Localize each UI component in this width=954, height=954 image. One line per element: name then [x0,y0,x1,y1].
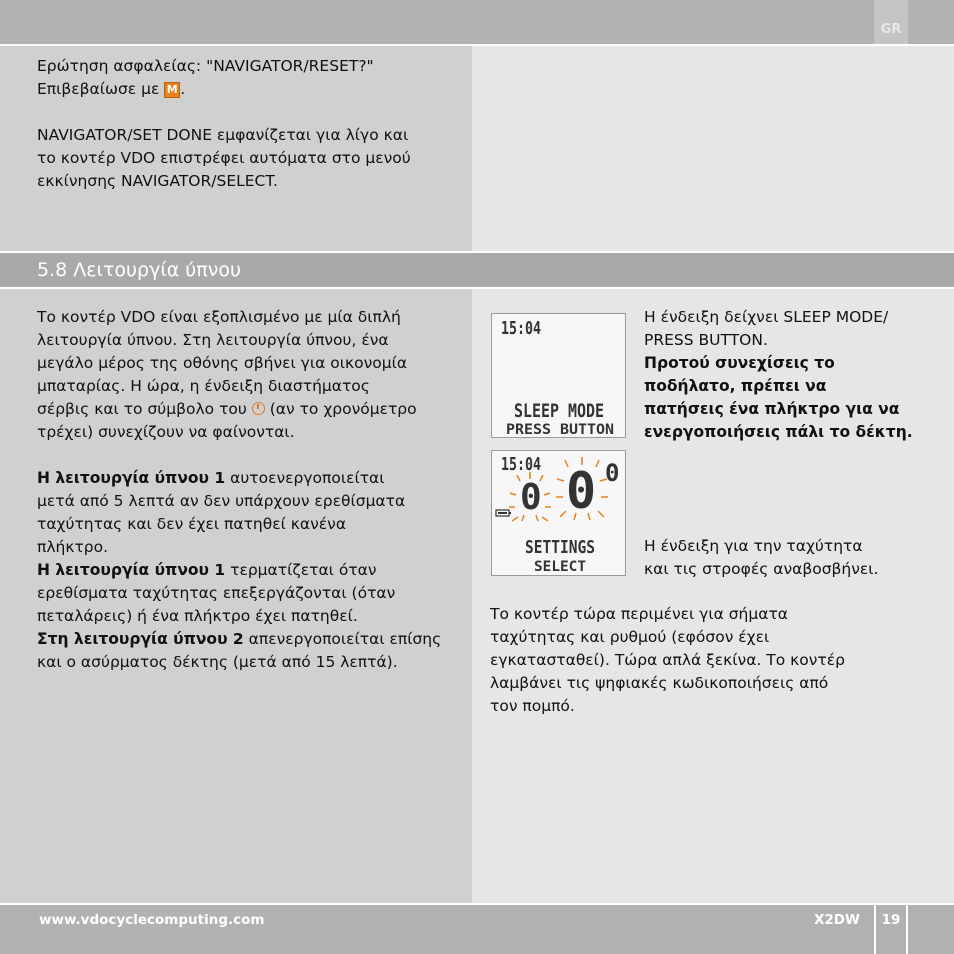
lcd-settings-graphic [492,451,625,575]
waiting-line-4: λαμβάνει τις ψηφιακές κωδικοποιήσεις από [490,674,829,692]
mode1-on-line-4: πλήκτρο. [37,538,109,556]
waiting-line-1: Το κοντέρ τώρα περιμένει για σήματα [490,605,789,623]
lcd1-line1: SLEEP MODE [514,400,604,422]
mode1-off-line-2: ερεθίσματα ταχύτητας επεξεργάζονται (όταν [37,584,396,602]
confirm-period: . [180,80,186,98]
lcd1-line2: PRESS BUTTON [506,422,614,437]
intro-line-5-start: σέρβις και το σύμβολο του [37,400,252,418]
caption1-line-2: PRESS BUTTON. [644,331,768,349]
waiting-for-signal-paragraph [490,603,910,718]
caption2-line-2: και τις στροφές αναβοσβήνει. [644,560,879,578]
caption1-bold-4 [644,421,944,444]
security-question: Ερώτηση ασφαλείας: "NAVIGATOR/RESET?" [37,57,374,75]
caption1-bold-text-1: Προτού συνεχίσεις το [644,354,835,372]
lcd2-big-digit: 0 [566,462,597,520]
mode1-off-line-3: πεταλάρεις) ή ένα πλήκτρο έχει πατηθεί. [37,607,358,625]
caption2-line-1: Η ένδειξη για την ταχύτητα [644,537,863,555]
caption1-line-1: Η ένδειξη δείχνει SLEEP MODE/ [644,308,889,326]
mode2-line-2: και ο ασύρματος δέκτης (μετά από 15 λεπτά). [37,653,398,671]
reset-instructions [37,55,467,193]
caption1-bold-text-2: ποδήλατο, πρέπει να [644,377,827,395]
page-number: 19 [881,912,901,928]
lcd2-line1: SETTINGS [525,537,595,558]
intro-line-6: τρέχει) συνεχίζουν να φαίνονται. [37,423,295,441]
lcd2-left-digit: 0 [520,477,542,518]
m-key-icon: M [164,82,180,98]
language-tag: GR [880,22,902,37]
caption1-bold-1 [644,352,944,375]
mode2-text: απενεργοποιείται επίσης [243,630,442,648]
speed-display-caption [644,535,944,581]
intro-line-5 [37,398,467,421]
footer-website: www.vdocyclecomputing.com [39,912,265,928]
lcd-sleep-mode-display [491,313,626,438]
mode1-off-line-1 [37,559,467,582]
lcd-sleep-mode-graphic [492,314,625,437]
set-done-line-2: το κοντέρ VDO επιστρέφει αυτόματα στο μενού [37,149,411,167]
mode1-on-line-3: ταχύτητας και δεν έχει πατηθεί κανένα [37,515,347,533]
waiting-line-5: τον πομπό. [490,697,575,715]
stopwatch-icon [252,402,265,415]
confirm-line [37,78,467,101]
footer-bar [0,903,954,954]
set-done-line-1: NAVIGATOR/SET DONE εμφανίζεται για λίγο και [37,126,409,144]
confirm-text: Επιβεβαίωσε με [37,80,165,98]
mode2-label: Στη λειτουργία ύπνου 2 [37,630,244,648]
header-bar [0,0,954,44]
footer-model: X2DW [814,912,860,928]
mode1-off-label: Η λειτουργία ύπνου 1 [37,561,226,579]
lcd2-time: 15:04 [501,454,542,475]
intro-line-1: Το κοντέρ VDO είναι εξοπλισμένο με μία διπλή [37,308,401,326]
mode1-off-text: τερματίζεται όταν [225,561,377,579]
waiting-line-3: εγκατασταθεί). Τώρα απλά ξεκίνα. Το κοντέρ [490,651,845,669]
lcd-settings-display [491,450,626,576]
intro-line-3: μεγάλο μέρος της οθόνης σβήνει για οικονομία [37,354,408,372]
sleep-mode-description [37,306,467,674]
lcd1-time: 15:04 [501,318,542,339]
battery-icon [496,510,511,516]
intro-line-4: μπαταρίας. Η ώρα, η ένδειξη διαστήματος [37,377,370,395]
caption1-bold-2 [644,375,944,398]
sleep-display-caption [644,306,944,444]
intro-line-5-end: (αν το χρονόμετρο [264,400,417,418]
caption1-bold-text-3: πατήσεις ένα πλήκτρο για να [644,400,900,418]
lcd2-small-digit: 0 [605,459,620,487]
mode1-on-line-2: μετά από 5 λεπτά αν δεν υπάρχουν ερεθίσματα [37,492,406,510]
mode1-on-text: αυτοενεργοποιείται [225,469,385,487]
section-heading: 5.8 Λειτουργία ύπνου [37,259,241,281]
top-right-panel [472,46,954,251]
set-done-line-3: εκκίνησης NAVIGATOR/SELECT. [37,172,278,190]
lcd2-line2: SELECT [534,559,586,575]
caption1-bold-3 [644,398,944,421]
waiting-line-2: ταχύτητας και ρυθμού (εφόσον έχει [490,628,770,646]
mode2-line-1 [37,628,467,651]
mode1-on-label: Η λειτουργία ύπνου 1 [37,469,226,487]
caption1-bold-text-4: ενεργοποιήσεις πάλι το δέκτη. [644,423,913,441]
intro-line-2: λειτουργία ύπνου. Στη λειτουργία ύπνου, ένα [37,331,389,349]
mode1-on-line-1 [37,467,467,490]
